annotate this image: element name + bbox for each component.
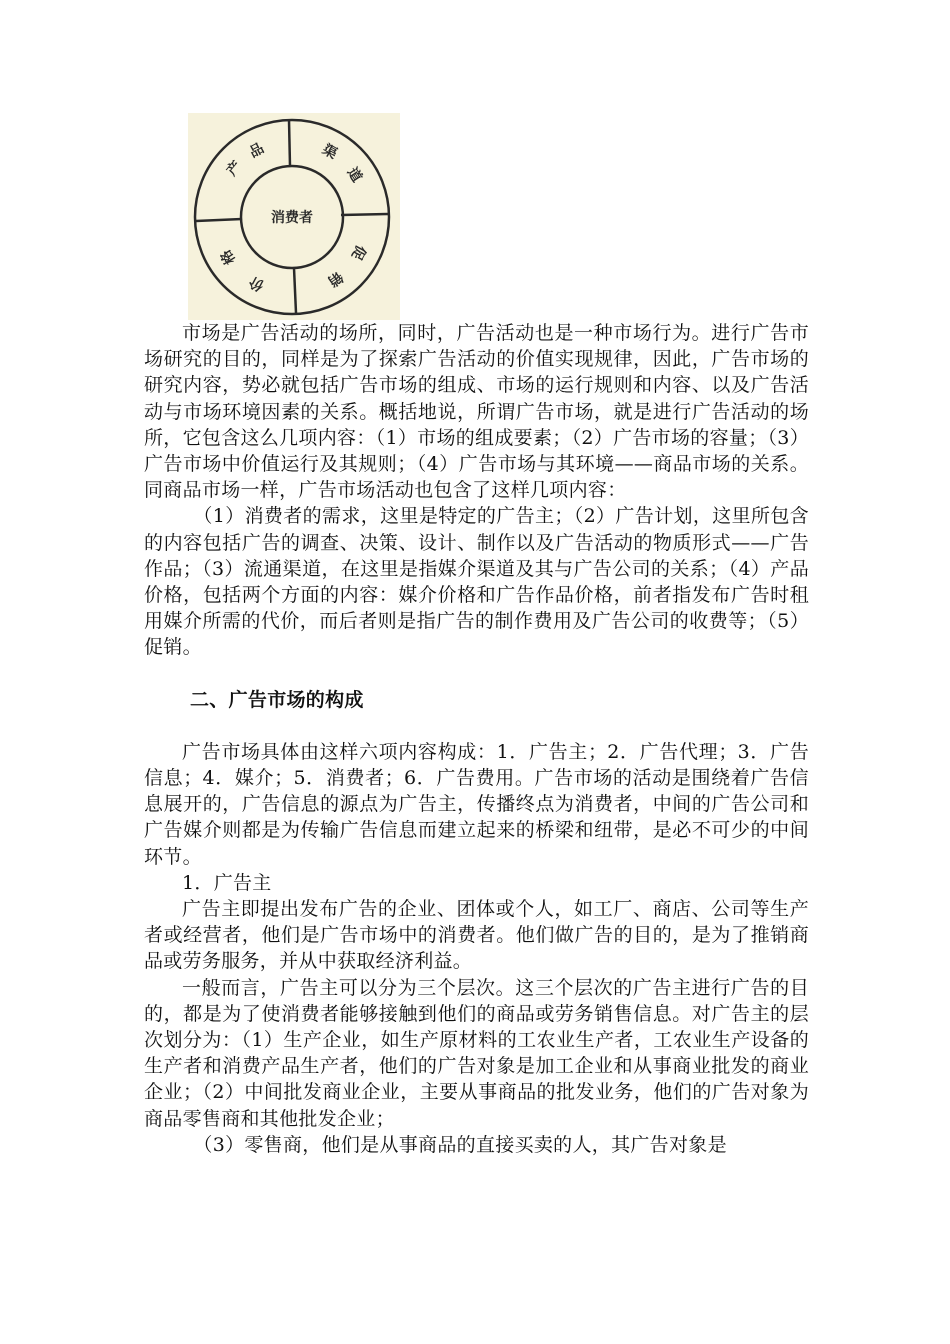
divider-bottom [294,268,296,313]
subheading: 1．广告主 [182,871,272,894]
ring-label-char: 销 [324,267,346,290]
ring-label-char: 产 [223,158,246,180]
ring-label-char: 道 [343,164,365,186]
divider-left [196,219,242,221]
paragraph: 广告市场具体由这样六项内容构成：1．广告主；2．广告代理；3．广告信息；4．媒介；5．消费者；6．广告费用。广告市场的活动是围绕着广告信息展开的，广告信息的源点为广告主，传播终点为消费者，中间的广告公司和广告媒介则都是为传输广告信息而建立起来的桥梁和纽带，是必不可少的中间环节。 [144,740,809,868]
paragraph: 广告主即提出发布广告的企业、团体或个人，如工厂、商店、公司等生产者或经营者，他们是广告市场中的消费者。他们做广告的目的，是为了推销商品或劳务服务，并从中获取经济利益。 [144,898,809,973]
ring-label-char: 格 [217,246,239,267]
paragraph: 市场是广告活动的场所，同时，广告活动也是一种市场行为。进行广告市场研究的目的，同样是为了探索广告活动的价值实现规律，因此，广告市场的研究内容，势必就包括广告市场的组成、市场的运行规则和内容、以及广告活动与市场环境因素的关系。概括地说，所谓广告市场，就是进行广告活动的场所，它包含这么几项内容：（1）市场的组成要素；（2）广告市场的容量；（3）广告市场中价值运行及其规则；（4）广告市场与其环境——商品市场的关系。同商品市场一样，广告市场活动也包含了这样几项内容： [144,322,809,502]
divider-top [289,120,290,166]
ring-label-char: 品 [246,140,267,162]
diagram-svg [188,113,400,320]
divider-right [341,214,388,215]
paragraph: （1）消费者的需求，这里是特定的广告主；（2）广告计划，这里所包含的内容包括广告的调查、决策、设计、制作以及广告活动的物质形式——广告作品；（3）流通渠道，在这里是指媒介渠道及其与广告公司的关系；（4）产品价格，包括两个方面的内容：媒介价格和广告作品价格，前者指发布广告时租用媒介所需的代价，而后者则是指广告的制作费用及广告公司的收费等；（5）促销。 [144,505,809,659]
center-label: 消费者 [271,210,313,226]
body-section-1 [144,320,809,1158]
marketing-mix-diagram [188,113,400,320]
section-heading: 二、广告市场的构成 [190,688,364,711]
ring-label-char: 渠 [319,141,340,163]
paragraph: （3）零售商，他们是从事商品的直接买卖的人，其广告对象是 [193,1133,727,1156]
ring-label-char: 价 [246,272,267,294]
ring-label-char: 促 [347,242,369,263]
paragraph: 一般而言，广告主可以分为三个层次。这三个层次的广告主进行广告的目的，都是为了使消费者能够接触到他们的商品或劳务销售信息。对广告主的层次划分为：（1）生产企业，如生产原材料的工农业生产者，工农业生产设备的生产者和消费产品生产者，他们的广告对象是加工企业和从事商业批发的商业企业；（2）中间批发商业企业，主要从事商品的批发业务，他们的广告对象为商品零售商和其他批发企业； [144,976,809,1130]
